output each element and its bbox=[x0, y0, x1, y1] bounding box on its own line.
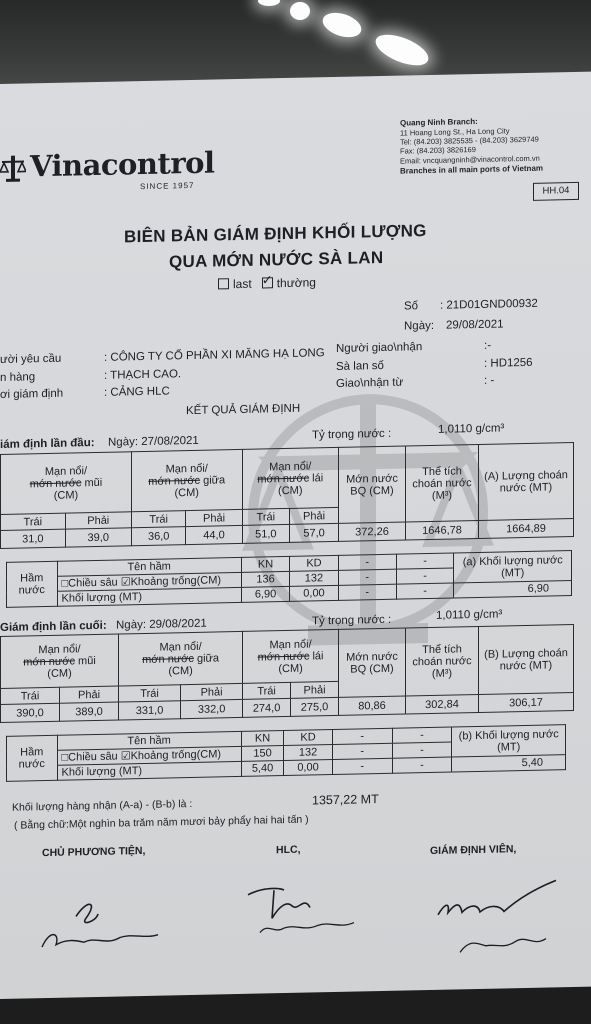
port-label: Trái bbox=[131, 511, 186, 528]
tank-dash: - bbox=[332, 728, 392, 744]
kd-mass: 0,00 bbox=[290, 585, 338, 601]
branch-tel: Tel: (84.203) 3825535 - (84.203) 3629749 bbox=[400, 134, 539, 147]
first-density-value: 1,0110 g/cm³ bbox=[438, 422, 505, 436]
branch-email: Email: vncquangninh@vinacontrol.com.vn bbox=[400, 153, 540, 166]
last-density-label: Tỷ trọng nước : bbox=[312, 613, 392, 628]
tank-dash: - bbox=[396, 568, 454, 584]
result-title: KẾT QUẢ GIÁM ĐỊNH bbox=[186, 402, 301, 418]
tank-dash: - bbox=[396, 583, 454, 599]
displacement-a-header: (A) Lượng choán nước (MT) bbox=[479, 442, 574, 520]
water-mass-b-value: 5,40 bbox=[452, 755, 566, 772]
volume-value: 1646,78 bbox=[406, 520, 479, 540]
depth-row-label: □Chiều sâu ☑Khoảng trống(CM) bbox=[57, 572, 241, 591]
hlc-signature-label: HLC, bbox=[276, 843, 301, 857]
thuong-option-label: thường bbox=[276, 275, 316, 291]
draft-value: 39,0 bbox=[65, 528, 131, 547]
mass-row-label: Khối lượng (MT) bbox=[57, 587, 241, 606]
last-checkbox bbox=[218, 278, 229, 289]
tank-name-header: Tên hầm bbox=[57, 731, 241, 750]
water-mass-a-label: (a) Khối lượng nước (MT) bbox=[454, 551, 572, 583]
last-survey-label: Giám định lần cuối: bbox=[0, 619, 107, 634]
owner-signature-icon bbox=[36, 886, 176, 959]
kn-header: KN bbox=[241, 731, 284, 747]
first-survey-label: iám định lần đầu: bbox=[0, 437, 95, 451]
kn-mass: 5,40 bbox=[241, 761, 284, 777]
draft-value: 36,0 bbox=[131, 527, 186, 546]
stern-header: Mạn nổi/ mớn nước lái (CM) bbox=[242, 447, 338, 509]
inspector-signature-icon bbox=[430, 872, 570, 965]
tank-dash: - bbox=[338, 569, 396, 585]
report-type-options bbox=[218, 275, 316, 291]
tank-dash: - bbox=[338, 584, 396, 600]
water-mass-a-value: 6,90 bbox=[454, 581, 572, 598]
first-density-label: Tỷ trọng nước : bbox=[312, 427, 392, 442]
kd-header: KD bbox=[290, 555, 338, 571]
tank-dash: - bbox=[396, 553, 454, 569]
report-title-line2: QUA MỚN NƯỚC SÀ LAN bbox=[169, 247, 384, 272]
kn-mass: 6,90 bbox=[241, 586, 289, 602]
water-mass-b-label: (b) Khối lượng nước (MT) bbox=[452, 725, 566, 757]
requester-label: ười yêu cầu bbox=[0, 352, 62, 366]
kn-header: KN bbox=[241, 556, 289, 572]
tank-name-header: Tên hầm bbox=[57, 557, 241, 576]
tank-dash: - bbox=[392, 757, 452, 773]
draft-value: 274,0 bbox=[243, 698, 291, 717]
avg-draft-header: Mớn nước BQ (CM) bbox=[339, 628, 406, 697]
stern-header: Mạn nổi/ mớn nước lái (CM) bbox=[243, 629, 339, 683]
cargo-value: : THẠCH CAO. bbox=[104, 368, 182, 382]
brand-name: Vinacontrol bbox=[30, 145, 215, 184]
place-label: ơi giám định bbox=[0, 387, 64, 401]
tank-header: Hầm nước bbox=[7, 735, 58, 781]
draft-value: 332,0 bbox=[181, 699, 243, 718]
tank-dash: - bbox=[332, 743, 392, 759]
avg-draft-value: 372,26 bbox=[339, 522, 406, 541]
starboard-label: Phải bbox=[290, 507, 339, 524]
ceiling-light bbox=[290, 2, 310, 20]
port-label: Trái bbox=[242, 508, 290, 525]
kd-mass: 0,00 bbox=[284, 760, 332, 776]
owner-signature-label: CHỦ PHƯƠNG TIỆN, bbox=[42, 844, 146, 860]
ngay-label: Ngày: bbox=[404, 319, 435, 333]
last-survey-date: Ngày: 29/08/2021 bbox=[116, 617, 207, 632]
port-label: Trái bbox=[1, 513, 66, 530]
kn-depth: 136 bbox=[241, 571, 289, 587]
brand-since: SINCE 1957 bbox=[140, 180, 195, 192]
depth-row-label: □Chiều sâu ☑Khoảng trống(CM) bbox=[57, 746, 241, 765]
mid-header: Mạn nổi/ mớn nước giữa (CM) bbox=[119, 631, 243, 686]
branch-title: Quang Ninh Branch: bbox=[400, 116, 478, 128]
first-survey-date: Ngày: 27/08/2021 bbox=[108, 434, 199, 449]
thuong-checkbox bbox=[262, 277, 273, 288]
displacement-a-value: 1664,89 bbox=[479, 518, 574, 538]
starboard-label: Phải bbox=[186, 509, 242, 526]
draft-value: 275,0 bbox=[291, 697, 339, 716]
port-label: Trái bbox=[119, 685, 181, 702]
starboard-label: Phải bbox=[60, 686, 119, 703]
starboard-label: Phải bbox=[181, 683, 243, 700]
giao-label: Người giao\nhận bbox=[336, 341, 423, 355]
first-draft-table bbox=[0, 442, 574, 549]
starboard-label: Phải bbox=[291, 681, 339, 698]
avg-draft-header: Mớn nước BQ (CM) bbox=[339, 446, 406, 523]
report-title-line1: BIÊN BẢN GIÁM ĐỊNH KHỐI LƯỢNG bbox=[124, 221, 427, 247]
volume-header: Thể tích choán nước (M³) bbox=[406, 626, 479, 696]
inspection-report-paper bbox=[0, 72, 591, 1018]
result-value: 1357,22 MT bbox=[312, 792, 379, 808]
draft-value: 390,0 bbox=[1, 703, 60, 722]
mid-header: Mạn nổi/ mớn nước giữa (CM) bbox=[131, 449, 242, 511]
bow-header: Mạn nổi/ mớn nước mũi (CM) bbox=[1, 634, 119, 688]
so-value: : 21D01GND00932 bbox=[440, 297, 538, 312]
requester-value: : CÔNG TY CỔ PHẦN XI MĂNG HẠ LONG bbox=[104, 347, 325, 364]
mass-row-label: Khối lượng (MT) bbox=[57, 761, 241, 780]
starboard-label: Phải bbox=[65, 512, 131, 529]
branch-address: 11 Hoang Long St., Ha Long City bbox=[400, 126, 510, 138]
avg-draft-value: 80,86 bbox=[339, 696, 406, 715]
tank-dash: - bbox=[392, 727, 452, 743]
ngay-value: 29/08/2021 bbox=[446, 318, 504, 332]
draft-value: 389,0 bbox=[60, 702, 119, 721]
company-tagline: IMPROVE QUALITY, TOWARD SUCCESS bbox=[182, 1006, 345, 1018]
tank-dash: - bbox=[332, 758, 392, 774]
last-density-value: 1,0110 g/cm³ bbox=[436, 608, 503, 622]
displacement-b-value: 306,17 bbox=[479, 692, 574, 712]
draft-value: 331,0 bbox=[119, 701, 181, 720]
inspector-signature-label: GIÁM ĐỊNH VIÊN, bbox=[430, 843, 517, 857]
last-option-label: last bbox=[233, 276, 252, 292]
tank-dash: - bbox=[392, 742, 452, 758]
from-label: Giao\nhận từ bbox=[336, 376, 404, 390]
last-tank-table bbox=[6, 724, 566, 782]
port-label: Trái bbox=[1, 687, 60, 704]
bow-header: Mạn nổi/ mớn nước mũi (CM) bbox=[1, 452, 132, 515]
volume-header: Thể tích choán nước (M³) bbox=[406, 444, 479, 522]
displacement-b-header: (B) Lượng choán nước (MT) bbox=[479, 624, 574, 694]
result-formula: Khối lượng hàng nhận (A-a) - (B-b) là : bbox=[12, 797, 193, 814]
giao-value: :- bbox=[484, 339, 492, 352]
so-label: Số bbox=[404, 300, 419, 313]
draft-value: 44,0 bbox=[186, 525, 242, 544]
draft-value: 51,0 bbox=[242, 524, 290, 543]
kd-depth: 132 bbox=[284, 745, 332, 761]
tank-dash: - bbox=[338, 554, 396, 570]
draft-value: 31,0 bbox=[1, 529, 66, 548]
place-value: : CẢNG HLC bbox=[104, 385, 170, 399]
result-in-words: ( Bằng chữ:Một nghìn ba trăm năm mươi bảy phẩy hai hai tấn ) bbox=[14, 813, 309, 832]
last-draft-table bbox=[0, 624, 574, 723]
kd-header: KD bbox=[284, 730, 332, 746]
draft-value: 57,0 bbox=[290, 523, 339, 542]
cargo-label: n hàng bbox=[0, 371, 36, 384]
salan-value: : HD1256 bbox=[484, 356, 533, 370]
branch-fax: Fax: (84.203) 3826169 bbox=[400, 145, 476, 156]
branch-ports: Branches in all main ports of Vietnam bbox=[400, 163, 543, 176]
tank-header: Hầm nước bbox=[7, 561, 58, 607]
volume-value: 302,84 bbox=[406, 694, 479, 714]
hlc-signature-icon bbox=[244, 876, 364, 949]
kn-depth: 150 bbox=[241, 746, 284, 762]
salan-label: Sà lan số bbox=[336, 359, 384, 373]
form-code: HH.04 bbox=[533, 182, 579, 201]
from-value: : - bbox=[484, 374, 495, 387]
kd-depth: 132 bbox=[290, 570, 338, 586]
port-label: Trái bbox=[243, 682, 291, 699]
